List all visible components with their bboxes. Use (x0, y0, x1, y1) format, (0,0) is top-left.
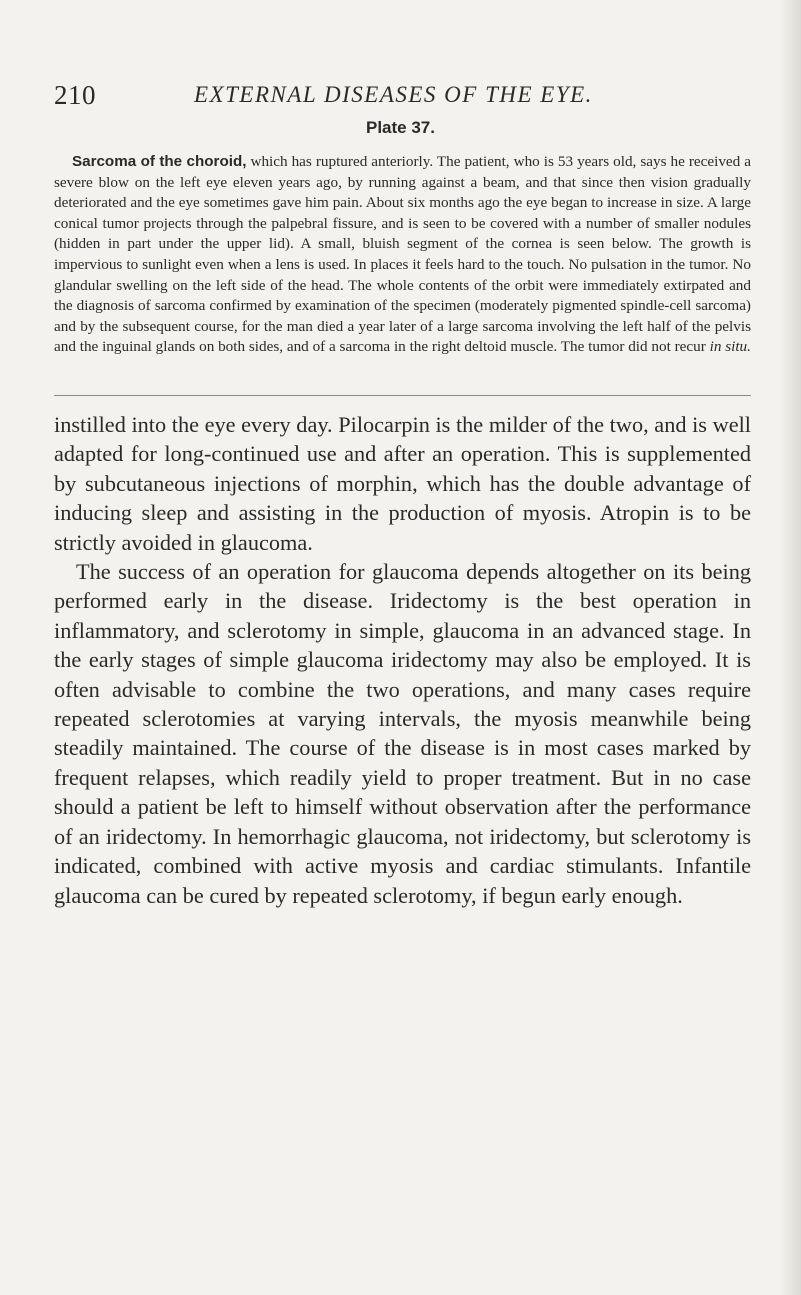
plate-caption (54, 152, 751, 358)
running-head (54, 80, 754, 114)
body-paragraph-1: instilled into the eye every day. Pilocarpin is the milder of the two, and is well adapted for long-continued use and after an operation. This is supplemented by subcutaneous injections of morphin, which has the double advantage of inducing sleep and assisting in the production of myosis. Atropin is to be strictly avoided in glaucoma. (54, 412, 751, 555)
plate-title: Plate 37. (366, 118, 435, 137)
running-title: EXTERNAL DISEASES OF THE EYE. (194, 82, 593, 107)
section-divider (54, 395, 751, 396)
page-edge-shadow (779, 0, 801, 1295)
page-number: 210 (54, 80, 96, 110)
caption-italic: in situ. (709, 338, 751, 356)
body-text (54, 410, 751, 910)
caption-lead: Sarcoma of the choroid, (72, 153, 247, 170)
body-paragraph-2: The success of an operation for glaucoma depends altogether on its being performed early in the disease. Iridectomy is the best operation in inflammatory, and sclerotomy in simple, glaucoma in an advanced stage. In the early stages of simple glaucoma iridectomy may also be employed. It is often advisable to combine the two operations, and many cases require repeated sclerotomies at varying intervals, the myosis meanwhile being steadily maintained. The course of the disease is in most cases marked by frequent relapses, which readily yield to proper treatment. But in no case should a patient be left to himself without observation after the performance of an iridectomy. In hemorrhagic glaucoma, not iridectomy, but sclerotomy is indicated, combined with active myosis and cardiac stimulants. Infantile glaucoma can be cured by repeated sclerotomy, if begun early enough. (54, 559, 751, 908)
caption-text: which has ruptured anteriorly. The patient, who is 53 years old, says he received a severe blow on the left eye eleven years ago, by running against a beam, and that since then vision gradually deteriorated and the eye sometimes gave him pain. About six months ago the eye began to increase in size. A large conical tumor projects through the palpebral fissure, and is seen to be covered with a number of smaller nodules (hidden in part under the upper lid). A small, bluish segment of the cornea is seen below. The growth is impervious to sunlight even when a lens is used. In places it feels hard to the touch. No pulsation in the tumor. No glandular swelling on the left side of the head. The whole contents of the orbit were immediately extirpated and the diagnosis of sarcoma confirmed by examination of the specimen (moderately pigmented spindle-cell sarcoma) and by the subsequent course, for the man died a year later of a large sarcoma involving the left half of the pelvis and the inguinal glands on both sides, and of a sarcoma in the right deltoid muscle. The tumor did not recur (54, 153, 751, 356)
